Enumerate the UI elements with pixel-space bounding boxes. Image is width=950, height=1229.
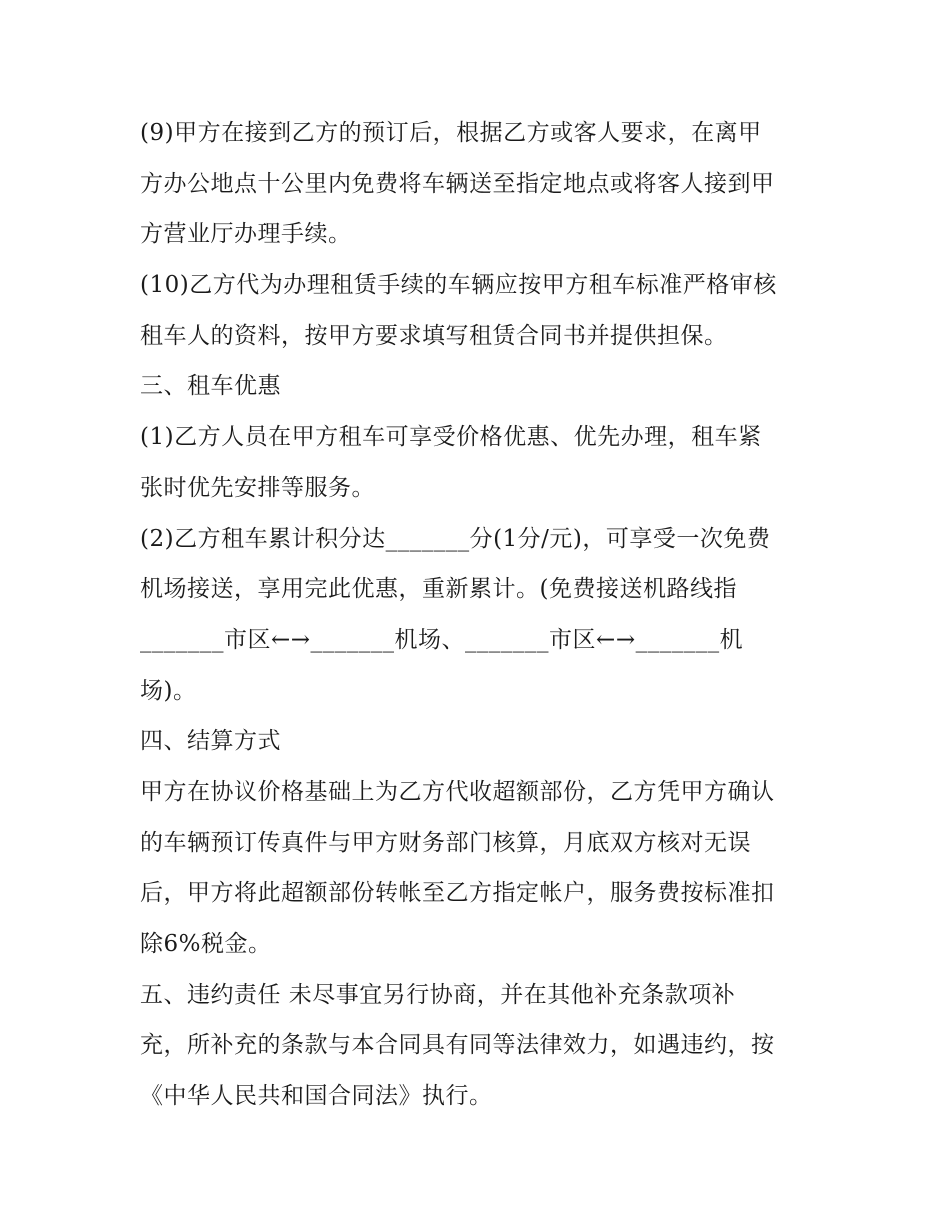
text-line: 场)。 — [140, 677, 197, 704]
text-line: 除6%税金。 — [140, 931, 272, 957]
text-line: (2)乙方租车累计积分达_______分(1分/元)，可享受一次免费 — [140, 525, 771, 552]
text-line: 方营业厅办理手续。 — [140, 221, 352, 248]
text-line: 充，所补充的条款与本合同具有同等法律效力，如遇违约，按 — [140, 1032, 775, 1059]
section-heading: 三、租车优惠 — [140, 373, 281, 400]
text-line: _______市区←→_______机场、_______市区←→_______机 — [140, 626, 744, 653]
text-line: 方办公地点十公里内免费将车辆送至指定地点或将客人接到甲 — [140, 170, 775, 197]
text-line: 后，甲方将此超额部份转帐至乙方指定帐户，服务费按标准扣 — [140, 880, 775, 907]
text-line: (9)甲方在接到乙方的预订后，根据乙方或客人要求，在离甲 — [140, 120, 762, 146]
contract-text — [140, 108, 830, 1122]
text-line: (10)乙方代为办理租赁手续的车辆应按甲方租车标准严格审核 — [140, 272, 777, 299]
text-line: 甲方在协议价格基础上为乙方代收超额部份，乙方凭甲方确认 — [140, 778, 775, 805]
text-line: 租车人的资料，按甲方要求填写租赁合同书并提供担保。 — [140, 322, 728, 349]
text-line: (1)乙方人员在甲方租车可享受价格优惠、优先办理，租车紧 — [140, 424, 762, 451]
text-line: 《中华人民共和国合同法》执行。 — [140, 1083, 493, 1110]
text-line: 五、违约责任 未尽事宜另行协商，并在其他补充条款项补 — [140, 981, 736, 1008]
section-heading: 四、结算方式 — [140, 728, 281, 755]
text-line: 的车辆预订传真件与甲方财务部门核算，月底双方核对无误 — [140, 829, 751, 856]
text-line: 张时优先安排等服务。 — [140, 474, 375, 501]
text-line: 机场接送，享用完此优惠，重新累计。(免费接送机路线指 — [140, 576, 737, 603]
